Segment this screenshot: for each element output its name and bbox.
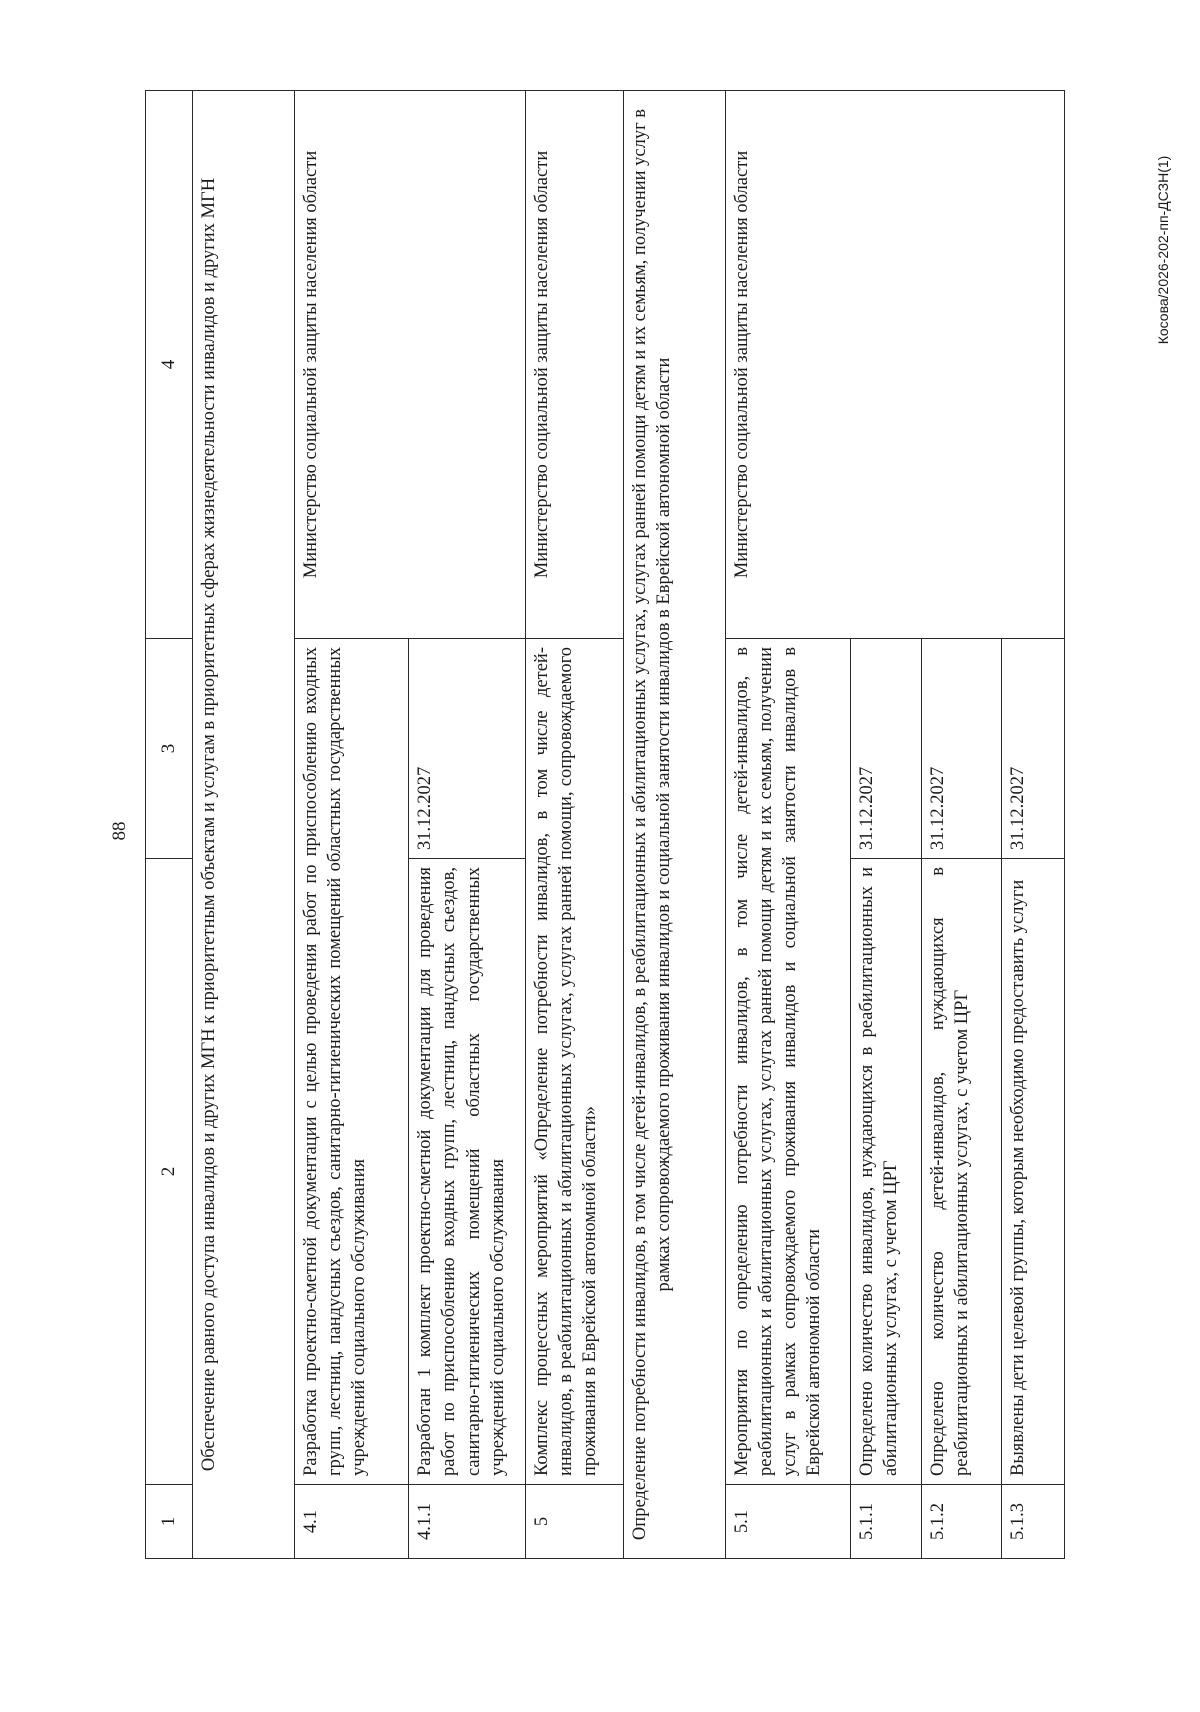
document-footer: [1150, 150, 1176, 350]
row-5-1-text: Мероприятия по определению потребности инвалидов, в том числе детей-инвалидов, в реабилитационных и абилитационных услугах, услугах ранней помощи детям и их семьям, получении услуг в рамках сопровождаемого проживания инвалидов и социальной занятости инвалидов в Еврейской автономной области: [725, 639, 850, 1485]
row-5-responsible: Министерство социальной защиты населения области: [525, 91, 623, 639]
header-col-1: 1: [146, 1485, 193, 1559]
section-5-title: Определение потребности инвалидов, в том числе детей-инвалидов, в реабилитационных и абилитационных услугах, услугах ранней помощи детям и их семьям, получении услуг в рамках сопровождаемого проживания инвалидов и социальной занятости инвалидов в Еврейской автономной области: [623, 91, 725, 1559]
row-4-1-text: Разработка проектно-сметной документации с целью проведения работ по приспособлению входных групп, лестниц, пандусных съездов, санитарно-гигиенических помещений областных государственных учреждений социального обслуживания: [295, 639, 409, 1485]
section-4-title: Обеспечение равного доступа инвалидов и других МГН к приоритетным объектам и услугам в приоритетных сферах жизнедеятельности инвалидов и других МГН: [192, 91, 294, 1559]
header-col-3: 3: [146, 639, 193, 859]
row-5-1-number: 5.1: [725, 1485, 850, 1559]
row-5-1-3-date: 31.12.2027: [1001, 639, 1064, 859]
row-5-1-1-number: 5.1.1: [850, 1485, 921, 1559]
row-4-1-1-date: 31.12.2027: [409, 639, 525, 859]
row-5-1-responsible: Министерство социальной защиты населения области: [725, 91, 1064, 639]
measures-table: [145, 90, 1065, 1559]
page-number: 88: [109, 821, 130, 841]
footer-text: Косова/2026-202-пп-ДСЗН(1): [1155, 155, 1171, 345]
row-4-1-1-text: Разработан 1 комплект проектно-сметной документации для проведения работ по приспособлению входных групп, лестниц, пандусных съездов, санитарно-гигиенических помещений областных государственных учреждений социального обслуживания: [409, 859, 525, 1485]
section-row-4: [192, 91, 294, 1559]
header-col-2: 2: [146, 859, 193, 1485]
table-row-5: [525, 91, 623, 1559]
section-row-5: [623, 91, 725, 1559]
row-5-1-3-text: Выявлены дети целевой группы, которым необходимо предоставить услуги: [1001, 859, 1064, 1485]
row-5-1-1-date: 31.12.2027: [850, 639, 921, 859]
row-4-1-responsible: Министерство социальной защиты населения области: [295, 91, 526, 639]
row-5-1-2-date: 31.12.2027: [922, 639, 1002, 859]
table-row-5-1: [725, 91, 850, 1559]
row-5-1-1-text: Определено количество инвалидов, нуждающихся в реабилитационных и абилитационных услугах, с учетом ЦРГ: [850, 859, 921, 1485]
row-5-1-2-number: 5.1.2: [922, 1485, 1002, 1559]
row-4-1-number: 4.1: [295, 1485, 409, 1559]
table-row-4-1: [295, 91, 409, 1559]
rotated-table-container: [145, 90, 1065, 1559]
header-col-4: 4: [146, 91, 193, 639]
row-4-1-1-number: 4.1.1: [409, 1485, 525, 1559]
table-header-row: [146, 91, 193, 1559]
row-5-1-3-number: 5.1.3: [1001, 1485, 1064, 1559]
row-5-text: Комплекс процессных мероприятий «Определение потребности инвалидов, в том числе детей-инвалидов, в реабилитационных и абилитационных услугах, услугах ранней помощи, сопровождаемого проживания в Еврейской автономной области»: [525, 639, 623, 1485]
row-5-number: 5: [525, 1485, 623, 1559]
row-5-1-2-text: Определено количество детей-инвалидов, нуждающихся в реабилитационных и абилитационных услугах, с учетом ЦРГ: [922, 859, 1002, 1485]
